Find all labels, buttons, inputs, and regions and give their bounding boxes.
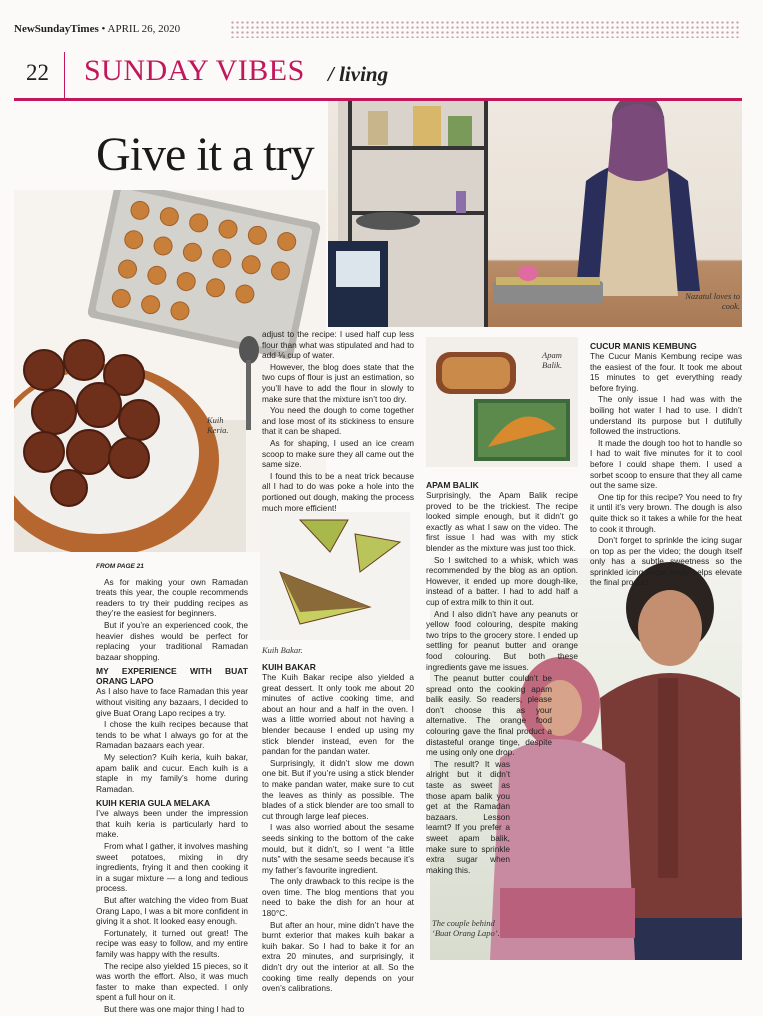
paragraph: The Kuih Bakar recipe also yielded a great dessert. It only took me about 20 minutes of active cooking time, and about an hour and a half in the oven. I was a little worried about not having a blender because I ended up using my stick blender instead, even for the pandan for the pandan water. bbox=[262, 672, 414, 757]
article-column-4 bbox=[590, 337, 742, 589]
paper-name: NewSundayTimes bbox=[14, 23, 99, 35]
subheading: APAM BALIK bbox=[426, 480, 479, 490]
paragraph: The result? It was alright but it didn’t taste as sweet as those apam balik you get at the Ramadan bazaars. Lesson learnt? If you prefer a sweet apam balik, make sure to sprinkle extra sugar when making this. bbox=[426, 758, 510, 875]
paragraph: Surprisingly, it didn’t slow me down one bit. But if you’re using a stick blender to make pandan water, make sure to cut the leaves as thinly as possible. The blades of a stick blender are too small to cut through large leaf pieces. bbox=[262, 757, 414, 821]
paragraph: I chose the kuih recipes because that tends to be what I always go for at the Ramadan bazaars each year. bbox=[96, 719, 248, 751]
paragraph: I found this to be a neat trick because all I had to do was poke a hole into the portioned out dough, making the process much more efficient! bbox=[262, 470, 414, 513]
paragraph: So I switched to a whisk, which was recommended by the blog as an option. However, it ended up more dough-like, instead of a batter. I had to add half a cup of extra milk to thin it out. bbox=[426, 554, 578, 607]
paragraph: My selection? Kuih keria, kuih bakar, apam balik and cucur. Each kuih is a staple in my family’s home during Ramadan. bbox=[96, 751, 248, 794]
paragraph: The Cucur Manis Kembung recipe was the easiest of the four. It took me about 15 minutes to get everything ready before frying. bbox=[590, 351, 742, 393]
paragraph: Fortunately, it turned out great! The recipe was easy to follow, and my entire family was happy with the results. bbox=[96, 927, 248, 959]
paragraph: The only issue I had was with the boiling hot water I had to use. I didn’t understand its purpose but I dutifully followed the instructions. bbox=[590, 394, 742, 437]
photo-kuih-bakar bbox=[260, 512, 410, 640]
caption-kuih-keria: Kuih Keria. bbox=[207, 415, 229, 435]
paragraph: But after an hour, mine didn’t have the burnt exterior that makes kuih bakar a kuih bakar. So I had to bake it for an extra 20 minutes, and surprisingly, it didn’t dry out the interior at all. So the cooking time really depends on your oven’s calibrations. bbox=[262, 919, 414, 994]
section-title: SUNDAY VIBES bbox=[84, 54, 305, 87]
paragraph: The peanut butter couldn’t be spread onto the cooking apam balik easily. So readers, please don’t choose this as your alternative. The orange food colouring gave the final product a distasteful orange tinge, despite me using only one drop. bbox=[426, 673, 552, 758]
paragraph: Don’t forget to sprinkle the icing sugar on top as per the video; the dough itself only has a subtle sweetness so the sprinkled icing sugar really helps elevate the final product. bbox=[590, 535, 742, 588]
page-number: 22 bbox=[26, 60, 49, 85]
paragraph: One tip for this recipe? You need to fry it until it’s very brown. The dough is also quite thick so it takes a while for the heat to cook it through. bbox=[590, 491, 742, 534]
paragraph: adjust to the recipe: I used half cup less flour than what was stipulated and had to add ⅛ cup of water. bbox=[262, 329, 414, 361]
article-column-2-bottom bbox=[262, 658, 414, 995]
headline: Give it a try bbox=[96, 128, 314, 181]
subheading: KUIH KERIA GULA MELAKA bbox=[96, 798, 211, 809]
paragraph: The recipe also yielded 15 pieces, so it was worth the effort. Also, it was much faster to make than expected. I only spent a full hour on it. bbox=[96, 960, 248, 1003]
kuih-bakar-illustration bbox=[260, 512, 410, 640]
subheading: KUIH BAKAR bbox=[262, 662, 316, 672]
paragraph: As for making your own Ramadan treats this year, the couple recommends readers to try their pudding recipes as they’re the easiest for beginners. bbox=[96, 576, 248, 619]
paragraph: However, the blog does state that the two cups of flour is just an estimation, so you’ll have to add the flour in slowly to make sure that the mixture isn’t too dry. bbox=[262, 361, 414, 404]
paragraph: But after watching the video from Buat Orang Lapo, I was a bit more confident in giving it a shot. It looked easy enough. bbox=[96, 895, 248, 927]
paragraph: From what I gather, it involves mashing sweet potatoes, mixing in dry ingredients, frying it and then cooking it in a sugar mixture — a long and tedious process. bbox=[96, 841, 248, 894]
caption-kuih-bakar: Kuih Bakar. bbox=[262, 645, 303, 655]
paragraph: Surprisingly, the Apam Balik recipe proved to be the trickiest. The recipe looked simple enough, but it didn’t go exactly as what I saw on the video. The first issue I had was with my stick blender as the mixture was just too thick. bbox=[426, 490, 578, 553]
article-column-3 bbox=[426, 476, 578, 876]
from-page-label: FROM PAGE 21 bbox=[96, 563, 144, 570]
masthead bbox=[14, 23, 180, 35]
paragraph: As I also have to face Ramadan this year without visiting any bazaars, I decided to give Buat Orang Lapo recipes a try. bbox=[96, 686, 248, 718]
dot-pattern-banner bbox=[230, 20, 740, 38]
paragraph: It made the dough too hot to handle so I had to wait five minutes for it to cool before I could shape them. I used a sorbet scoop to ensure that they all came out the same size. bbox=[590, 437, 742, 491]
subheading: CUCUR MANIS KEMBUNG bbox=[590, 341, 697, 351]
paragraph: I was also worried about the sesame seeds sinking to the bottom of the cake mould, but it didn’t, so I went “a little nuts” with the sesame seeds because it’s my father’s favourite ingredient. bbox=[262, 822, 414, 875]
caption-couple: The couple behind ‘Buat Orang Lapo’. bbox=[432, 918, 500, 938]
paragraph: But if you’re an experienced cook, the heavier dishes would be perfect for replacing your traditional Ramadan bazaar shopping. bbox=[96, 619, 248, 662]
paragraph: The only drawback to this recipe is the oven time. The blog mentions that you need to bake the dish for an hour at 180°C. bbox=[262, 876, 414, 919]
caption-apam-balik: Apam Balik. bbox=[542, 350, 563, 370]
caption-nazatul: Nazatul loves to cook. bbox=[685, 291, 740, 311]
paragraph: As for shaping, I used an ice cream scoop to make sure they all came out the same size. bbox=[262, 437, 414, 470]
subheading: MY EXPERIENCE WITH BUAT ORANG LAPO bbox=[96, 666, 248, 687]
article-column-2-top bbox=[262, 329, 414, 514]
paragraph: But there was one major thing I had to bbox=[104, 1003, 245, 1014]
paragraph: I’ve always been under the impression that kuih keria is particularly hard to make. bbox=[96, 808, 248, 840]
article-column-1 bbox=[96, 562, 248, 1016]
divider bbox=[64, 52, 65, 98]
subsection-title: / living bbox=[328, 62, 389, 86]
issue-date: • APRIL 26, 2020 bbox=[101, 23, 181, 35]
paragraph: You need the dough to come together and lose most of its stickiness to ensure that it can be shaped. bbox=[262, 405, 414, 437]
paragraph: And I also didn’t have any peanuts or yellow food colouring, despite making two trips to the grocery store. I ended up settling for peanut butter and orange food colouring. But both these ingredients gave me issues. bbox=[426, 608, 578, 672]
